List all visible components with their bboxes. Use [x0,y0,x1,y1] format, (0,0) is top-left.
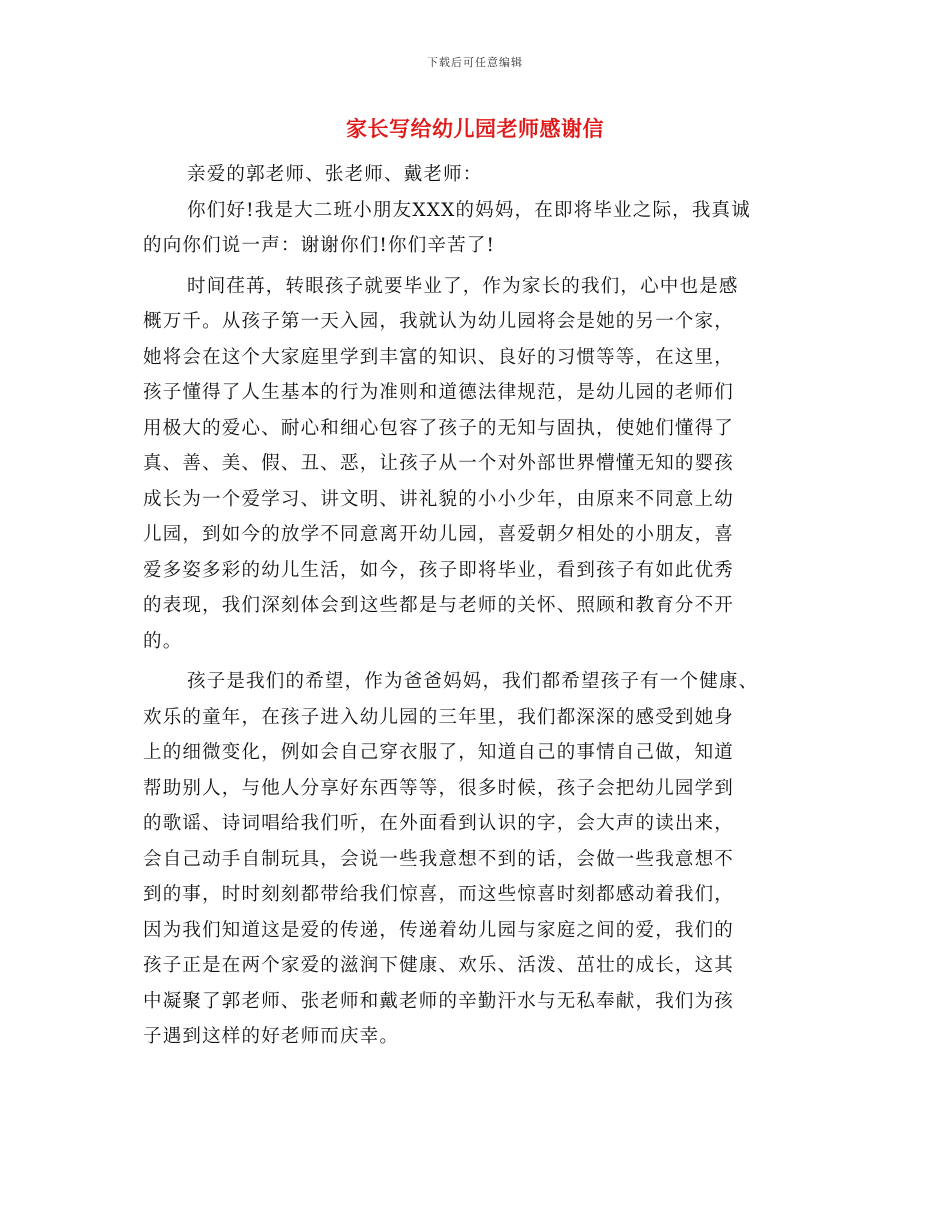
paragraph-line: 到的事，时时刻刻都带给我们惊喜，而这些惊喜时刻都感动着我们， [143,884,735,905]
paragraph-line: 你们好!我是大二班小朋友XXX的妈妈，在即将毕业之际，我真诚 [187,199,751,221]
paragraph-line: 的。 [143,630,183,652]
paragraph-line: 上的细微变化，例如会自己穿衣服了，知道自己的事情自己做，知道 [143,742,735,763]
paragraph-line: 她将会在这个大家庭里学到丰富的知识、良好的习惯等等，在这里， [143,346,735,368]
paragraph-line: 子遇到这样的好老师而庆幸。 [143,1026,400,1047]
paragraph-line: 会自己动手自制玩具，会说一些我意想不到的话，会做一些我意想不 [143,848,735,870]
paragraph-line: 时间荏苒，转眼孩子就要毕业了，作为家长的我们，心中也是感 [187,275,739,297]
paragraph-line: 真、善、美、假、丑、恶，让孩子从一个对外部世界懵懂无知的婴孩 [143,453,735,474]
paragraph-line: 的歌谣、诗词唱给我们听，在外面看到认识的字，会大声的读出来， [143,813,735,834]
paragraph-line: 孩子懂得了人生基本的行为准则和道德法律规范，是幼儿园的老师们 [143,382,735,403]
paragraph-line: 爱多姿多彩的幼儿生活，如今，孩子即将毕业，看到孩子有如此优秀 [143,559,735,581]
paragraph-3 [143,664,803,1055]
paragraph-2 [143,269,803,660]
letter-body [143,157,803,1055]
paragraph-line: 用极大的爱心、耐心和细心包容了孩子的无知与固执，使她们懂得了 [143,417,735,439]
paragraph-line: 成长为一个爱学习、讲文明、讲礼貌的小小少年，由原来不同意上幼 [143,488,735,510]
paragraph-line: 孩子是我们的希望，作为爸爸妈妈，我们都希望孩子有一个健康、 [187,671,759,692]
paragraph-line: 概万千。从孩子第一天入园，我就认为幼儿园将会是她的另一个家， [143,311,735,332]
paragraph-line: 的向你们说一声：谢谢你们!你们辛苦了! [143,235,496,256]
paragraph-line: 儿园，到如今的放学不同意离开幼儿园，喜爱朝夕相处的小朋友，喜 [143,524,735,545]
paragraph-1 [143,193,803,264]
greeting: 亲爱的郭老师、张老师、戴老师： [187,164,483,185]
paragraph-line: 帮助别人，与他人分享好东西等等，很多时候，孩子会把幼儿园学到 [143,777,735,799]
document-title: 家长写给幼儿园老师感谢信 [346,116,604,141]
paragraph-line: 的表现，我们深刻体会到这些都是与老师的关怀、照顾和教育分不开 [143,595,735,616]
paragraph-line: 中凝聚了郭老师、张老师和戴老师的辛勤汗水与无私奉献，我们为孩 [143,990,735,1012]
paragraph-line: 因为我们知道这是爱的传递，传递着幼儿园与家庭之间的爱，我们的 [143,919,735,941]
paragraph-line: 欢乐的童年，在孩子进入幼儿园的三年里，我们都深深的感受到她身 [143,706,735,728]
paragraph-line: 孩子正是在两个家爱的滋润下健康、欢乐、活泼、茁壮的成长，这其 [143,955,735,976]
header-note: 下载后可任意编辑 [427,56,523,69]
